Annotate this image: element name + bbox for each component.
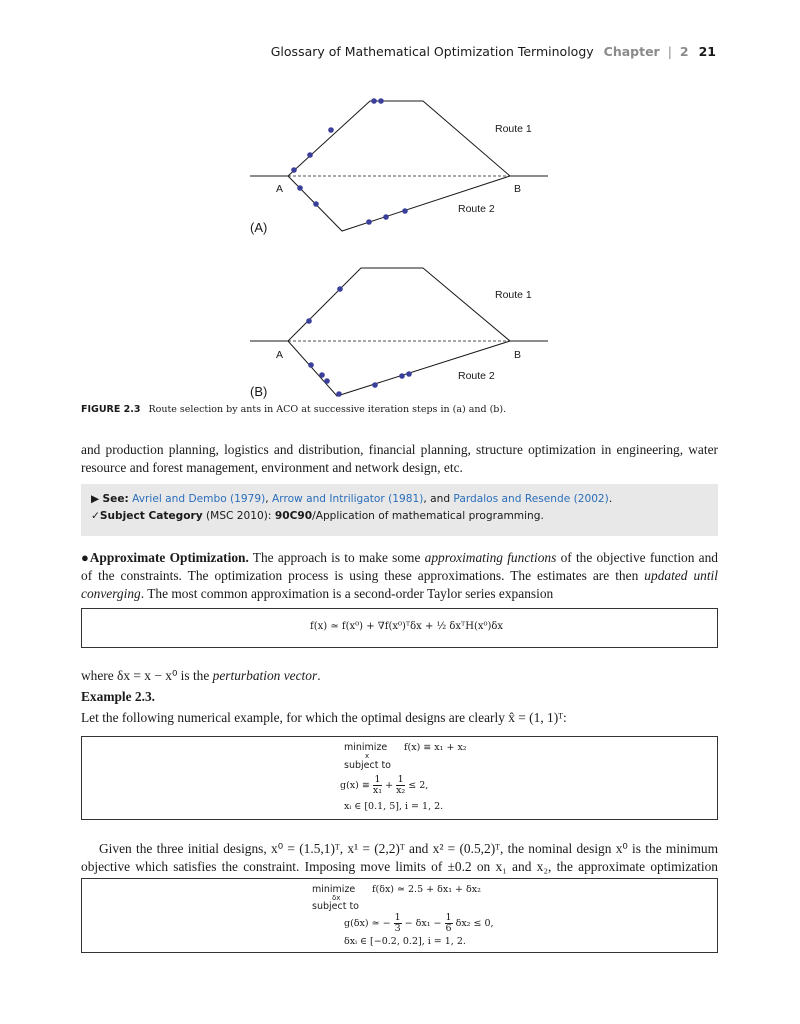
ant-marker [366,219,372,225]
minimize-subscript: x [365,752,370,760]
chapter-label: Chapter [603,44,660,59]
panel-b-label: (B) [250,384,268,399]
figure-caption [81,404,506,415]
see-also-line: ▶ See: Avriel and Dembo (1979), Arrow and Intriligator (1981), and Pardalos and Resende (2002). [91,493,613,505]
approx-minimize-subscript: δx [332,894,341,902]
objective-function: f(x) ≡ x₁ + x₂ [404,742,467,753]
fraction-one-sixth [445,913,453,934]
taylor-equation-box [81,608,718,648]
approx-constraint-lhs: g(δx) ≃ − [344,918,391,929]
ant-marker [313,201,319,207]
panel-a-route2-label: Route 2 [458,203,495,215]
perturbation-vector-term: perturbation vector [212,668,318,683]
approx-heading: Approximate Optimization. [89,550,249,565]
fraction-denominator: x₂ [396,785,406,796]
ant-marker [328,127,334,133]
panel-a-route1-path [288,101,510,176]
approx-text-3: . The most common approximation is a second-order Taylor series expansion [140,586,554,601]
subject-category-line [91,510,544,522]
figure-caption-label: FIGURE 2.3 [81,404,141,415]
fraction-denominator: x₁ [372,785,383,796]
ant-marker [399,373,405,379]
ref-link-pardalos[interactable]: Pardalos and Resende (2002) [453,493,609,505]
panel-b-node-b-label: B [514,349,522,361]
ant-marker [291,167,297,173]
taylor-equation: f(x) ≃ f(x⁰) + ∇f(x⁰)ᵀδx + ½ δxᵀH(x⁰)δx [310,621,504,632]
panel-b-diagram [250,268,548,399]
see-label: See: [102,493,129,505]
fraction-numerator: 1 [445,912,452,923]
panel-a-diagram [250,98,548,235]
ant-marker [307,152,313,158]
approx-text-1: The approach is to make some [252,550,421,565]
panel-a-node-a-label: A [276,183,284,195]
ant-marker [306,318,312,324]
fraction-numerator: 1 [374,774,381,785]
constraint-lhs: g(x) ≡ [340,780,370,791]
chapter-number: 2 [679,44,689,59]
running-head-title: Glossary of Mathematical Optimization Terminology [270,44,594,59]
subject-to-label: subject to [344,760,391,771]
minimize-label: minimize [344,742,388,753]
fraction-numerator: 1 [394,912,401,923]
fraction-denominator: 3 [394,923,401,934]
ant-marker [297,185,303,191]
approx-text-2: of the objective function and of the constraints. The optimization process is using these approximations. The estimates are then [81,550,718,583]
panel-a-route1-label: Route 1 [495,123,532,135]
subject-category-label: Subject Category [99,510,203,522]
panel-b-route2-label: Route 2 [458,370,495,382]
paragraph-approx-optimization [81,549,718,603]
fraction-1-over-x1 [373,775,382,796]
where-period: . [317,668,321,683]
see-arrow-icon: ▶ [91,493,100,505]
check-icon: ✓ [91,510,100,522]
bullet-icon: ● [81,550,90,565]
panel-b-route2-path [288,341,510,396]
ant-marker [402,208,408,214]
ant-marker [406,371,412,377]
ant-marker [383,214,389,220]
ant-marker [337,286,343,292]
approx-subject-to-label: subject to [312,901,359,912]
constraint-row [340,775,428,796]
ant-marker [324,378,330,384]
perturbation-sentence [81,667,718,685]
approx-problem-box [81,878,718,953]
fraction-denominator: 6 [445,923,452,934]
page-number: 21 [698,44,716,59]
ref-link-avriel[interactable]: Avriel and Dembo (1979) [132,493,266,505]
fraction-one-third [394,913,402,934]
approx-constraint-rhs: δx₂ ≤ 0, [455,918,494,929]
ant-marker [378,98,384,104]
see-also-box [81,484,718,536]
panel-a-label: (A) [250,220,268,235]
ant-marker [336,391,342,397]
panel-b-node-a-label: A [276,349,284,361]
example-title: Example 2.3. [81,689,156,704]
ant-marker [372,382,378,388]
subject-code: 90C90 [274,510,313,522]
where-text: where δx = x − x⁰ is the [81,668,210,683]
ant-marker [308,362,314,368]
panel-a-node-b-label: B [514,183,522,195]
fraction-numerator: 1 [397,774,404,785]
route-selection-figure [230,90,570,405]
panel-a-ants [291,98,408,225]
approx-emphasis-1: approximating functions [424,550,557,565]
variable-bounds: xᵢ ∈ [0.1, 5], i = 1, 2. [344,801,444,812]
approx-constraint-mid: − δx₁ − [404,918,442,929]
ant-marker [371,98,377,104]
paragraph-applications: and production planning, logistics and distribution, financial planning, structure optimization in engineering, water resource and forest management, environment and network design, etc. [81,442,718,475]
plus-sign: + [385,780,394,791]
panel-b-route1-label: Route 1 [495,289,532,301]
panel-b-ants [306,286,412,397]
ref-link-arrow[interactable]: Arrow and Intriligator (1981) [272,493,424,505]
see-and-text: and [430,493,451,505]
fraction-1-over-x2 [396,775,405,796]
approx-constraint-row [344,913,494,934]
constraint-rhs: ≤ 2, [408,780,429,791]
example-text: Let the following numerical example, for which the optimal designs are clearly x̂ = (1, 1)ᵀ: [81,710,567,725]
paragraph-initial-designs: Given the three initial designs, x⁰ = (1.5,1)ᵀ, x¹ = (2,2)ᵀ and x² = (0.5,2)ᵀ, the nominal design x⁰ is the minimum objective which satisfies the constraint. Imposing move limits of ±0.2 on x₁ and x₂, the approximate optimization [81,841,718,874]
running-head-separator: | [667,44,672,59]
approx-emphasis-2: updated until converging [81,568,718,601]
subject-text: /Application of mathematical programming. [312,510,544,522]
figure-caption-text: Route selection by ants in ACO at successive iteration steps in (a) and (b). [148,404,507,415]
running-head [271,44,716,59]
panel-b-route1-path [288,268,510,341]
ant-marker [319,372,325,378]
approx-objective: f(δx) ≃ 2.5 + δx₁ + δx₂ [372,884,481,895]
subject-msc: (MSC 2010): [206,510,272,522]
example-problem-box [81,736,718,820]
approx-variable-bounds: δxᵢ ∈ [−0.2, 0.2], i = 1, 2. [344,936,466,947]
approx-minimize-label: minimize [312,884,356,895]
